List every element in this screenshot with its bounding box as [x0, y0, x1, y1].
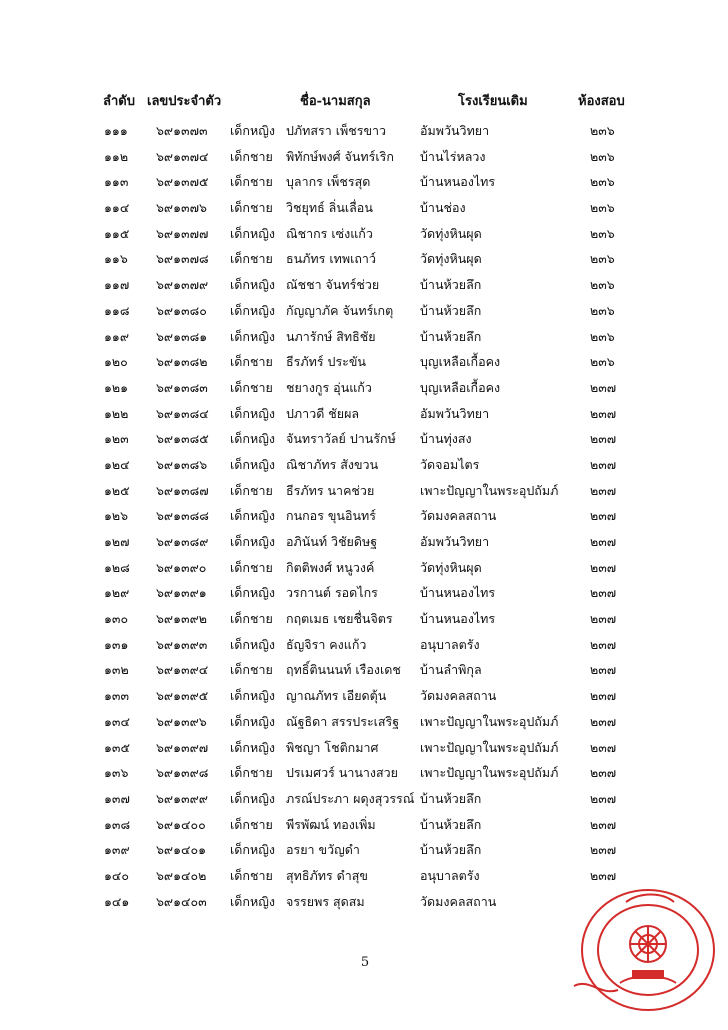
table-row [0, 194, 728, 220]
name-prefix: เด็กหญิง [230, 405, 275, 421]
previous-school: บ้านห้วยลึก [420, 302, 482, 318]
exam-room: ๒๓๗ [590, 508, 617, 524]
previous-school: วัดทุ่งหินผุด [420, 251, 482, 267]
previous-school: วัดมงคลสถาน [420, 508, 497, 524]
name-prefix: เด็กชาย [230, 816, 273, 832]
student-id: ๖๙๑๓๗๔ [156, 148, 209, 164]
student-name: จรรยพร สุดสม [286, 893, 365, 909]
table-row [0, 477, 728, 503]
student-name: กิตติพงศ์ หนูวงค์ [286, 559, 375, 575]
student-id: ๖๙๑๔๐๓ [156, 893, 207, 909]
row-number: ๑๒๔ [104, 456, 130, 472]
header-no: ลำดับ [103, 94, 135, 109]
table-row [0, 785, 728, 811]
name-prefix: เด็กหญิง [230, 534, 275, 549]
student-id: ๖๙๑๓๘๓ [156, 379, 208, 395]
student-id: ๖๙๑๔๐๐ [156, 816, 206, 832]
name-prefix: เด็กหญิง [230, 842, 275, 858]
name-prefix: เด็กชาย [230, 174, 273, 190]
student-name: ธีรภัทร นาคช่วย [286, 482, 375, 498]
table-row [0, 168, 728, 194]
student-id: ๖๙๑๓๘๒ [156, 354, 208, 370]
name-prefix: เด็กหญิง [230, 277, 275, 293]
previous-school: บ้านห้วยลึก [420, 842, 482, 858]
previous-school: วัดมงคลสถาน [420, 688, 497, 704]
table-row [0, 374, 728, 400]
student-id: ๖๙๑๓๗๓ [156, 123, 208, 138]
student-name: อภินันท์ วิชัยดิษฐ [286, 534, 378, 549]
row-number: ๑๓๖ [104, 765, 129, 781]
student-name: ปภัทสรา เพ็ชรขาว [286, 123, 387, 138]
table-row [0, 502, 728, 528]
exam-room: ๒๓๗ [590, 431, 617, 447]
row-number: ๑๒๖ [104, 508, 129, 524]
student-id: ๖๙๑๓๙๑ [156, 585, 207, 601]
student-id: ๖๙๑๓๙๕ [156, 688, 209, 704]
previous-school: อนุบาลตรัง [420, 867, 480, 883]
exam-room: ๒๓๖ [590, 123, 615, 138]
exam-room: ๒๓๖ [590, 174, 615, 190]
student-name: ณัฐธิดา สรรประเสริฐ [286, 713, 400, 729]
row-number: ๑๑๑ [104, 123, 128, 138]
previous-school: วัดทุ่งหินผุด [420, 559, 482, 575]
table-row [0, 323, 728, 349]
previous-school: อัมพวันวิทยา [420, 534, 490, 549]
name-prefix: เด็กหญิง [230, 688, 275, 704]
table-row [0, 348, 728, 374]
student-name: ธนภัทร เทพเถาว์ [286, 251, 376, 267]
previous-school: บุญเหลือเกื้อคง [420, 379, 501, 395]
student-id: ๖๙๑๓๙๔ [156, 662, 209, 678]
exam-room: ๒๓๗ [590, 765, 617, 781]
page-number: 5 [360, 955, 370, 970]
student-name: วิชยุทธ์ ลิ่นเลื่อน [286, 200, 373, 216]
name-prefix: เด็กหญิง [230, 893, 275, 909]
student-id: ๖๙๑๓๙๖ [156, 713, 207, 729]
name-prefix: เด็กชาย [230, 354, 273, 370]
exam-room: ๒๓๖ [590, 277, 615, 293]
student-name: ฤทธิ์ตินนนท์ เรืองเดช [286, 662, 401, 678]
previous-school: อัมพวันวิทยา [420, 123, 490, 138]
row-number: ๑๒๒ [104, 405, 129, 421]
name-prefix: เด็กหญิง [230, 225, 275, 241]
table-row [0, 682, 728, 708]
student-id: ๖๙๑๓๙๙ [156, 790, 208, 806]
exam-room: ๒๓๖ [590, 328, 615, 344]
name-prefix: เด็กหญิง [230, 790, 275, 806]
name-prefix: เด็กชาย [230, 148, 273, 164]
table-row [0, 245, 728, 271]
previous-school: วัดทุ่งหินผุด [420, 225, 482, 241]
name-prefix: เด็กชาย [230, 765, 273, 781]
exam-room: ๒๓๗ [590, 636, 617, 652]
exam-room: ๒๓๖ [590, 225, 615, 241]
student-name: กัญญาภัค จันทร์เกตุ [286, 302, 394, 318]
previous-school: เพาะปัญญาในพระอุปถัมภ์ [420, 739, 559, 755]
row-number: ๑๔๐ [104, 867, 130, 883]
previous-school: วัดมงคลสถาน [420, 893, 497, 909]
previous-school: อนุบาลตรัง [420, 636, 480, 652]
table-row [0, 734, 728, 760]
student-id: ๖๙๑๓๙๓ [156, 636, 208, 652]
student-name: กนกอร ขุนอินทร์ [286, 508, 376, 524]
exam-room: ๒๓๗ [590, 611, 617, 627]
student-id: ๖๙๑๓๗๘ [156, 251, 209, 267]
student-id: ๖๙๑๓๘๐ [156, 302, 207, 318]
table-row [0, 554, 728, 580]
table-row [0, 836, 728, 862]
row-number: ๑๓๗ [104, 790, 130, 806]
table-row [0, 220, 728, 246]
student-name: ญาณภัทร เอียดตุ้น [286, 688, 387, 704]
previous-school: เพาะปัญญาในพระอุปถัมภ์ [420, 713, 559, 729]
row-number: ๑๑๘ [104, 302, 130, 318]
student-table [0, 117, 728, 913]
exam-room: ๒๓๗ [590, 559, 617, 575]
row-number: ๑๓๐ [104, 611, 129, 627]
table-row [0, 708, 728, 734]
exam-room: ๒๓๖ [590, 200, 615, 216]
row-number: ๑๑๓ [104, 174, 129, 190]
previous-school: บ้านหนองไทร [420, 174, 496, 190]
table-row [0, 117, 728, 143]
exam-room: ๒๓๗ [590, 713, 617, 729]
student-name: พีรพัฒน์ ทองเพิ่ม [286, 816, 376, 832]
row-number: ๑๒๓ [104, 431, 129, 447]
previous-school: บ้านห้วยลึก [420, 328, 482, 344]
previous-school: บ้านห้วยลึก [420, 790, 482, 806]
name-prefix: เด็กชาย [230, 662, 273, 678]
name-prefix: เด็กหญิง [230, 123, 275, 138]
header-school: โรงเรียนเดิม [458, 94, 528, 109]
student-id: ๖๙๑๓๘๔ [156, 405, 209, 421]
previous-school: บ้านห้วยลึก [420, 277, 482, 293]
student-name: ชยางกูร อุ่นแก้ว [286, 379, 372, 395]
previous-school: เพาะปัญญาในพระอุปถัมภ์ [420, 482, 559, 498]
row-number: ๑๑๙ [104, 328, 130, 344]
student-id: ๖๙๑๓๘๙ [156, 534, 209, 549]
name-prefix: เด็กชาย [230, 867, 273, 883]
name-prefix: เด็กชาย [230, 559, 273, 575]
exam-room: ๒๓๗ [590, 867, 617, 883]
row-number: ๑๒๑ [104, 379, 129, 395]
exam-room: ๒๓๗ [590, 585, 617, 601]
table-row [0, 528, 728, 554]
table-row [0, 656, 728, 682]
row-number: ๑๒๘ [104, 559, 130, 575]
name-prefix: เด็กหญิง [230, 713, 275, 729]
name-prefix: เด็กหญิง [230, 636, 275, 652]
student-name: อรยา ขวัญดำ [286, 842, 360, 858]
exam-room: ๒๓๗ [590, 379, 617, 395]
table-row [0, 579, 728, 605]
student-name: ณัชชา จันทร์ช่วย [286, 277, 380, 293]
student-name: ภรณ์ประภา ผดุงสุวรรณ์ [286, 790, 415, 806]
exam-room: ๒๓๗ [590, 816, 617, 832]
row-number: ๑๓๕ [104, 739, 130, 755]
student-name: ปภาวดี ชัยผล [286, 405, 360, 421]
table-row [0, 143, 728, 169]
school-seal-stamp [570, 878, 720, 1018]
previous-school: บ้านหนองไทร [420, 611, 496, 627]
student-id: ๖๙๑๓๗๖ [156, 200, 207, 216]
student-id: ๖๙๑๔๐๒ [156, 867, 207, 883]
name-prefix: เด็กหญิง [230, 739, 275, 755]
student-name: ธีรภัทร์ ประขัน [286, 354, 366, 370]
row-number: ๑๓๓ [104, 688, 130, 704]
row-number: ๑๒๕ [104, 482, 130, 498]
table-row [0, 271, 728, 297]
exam-room: ๒๓๖ [590, 302, 615, 318]
exam-room: ๒๓๖ [590, 354, 615, 370]
name-prefix: เด็กหญิง [230, 431, 275, 447]
student-name: วรกานต์ รอดไกร [286, 585, 378, 601]
name-prefix: เด็กหญิง [230, 328, 275, 344]
previous-school: เพาะปัญญาในพระอุปถัมภ์ [420, 765, 559, 781]
table-row [0, 811, 728, 837]
previous-school: บ้านช่อง [420, 200, 466, 216]
student-id: ๖๙๑๔๐๑ [156, 842, 207, 858]
student-name: พิทักษ์พงศ์ จันทร์เริก [286, 148, 394, 164]
student-id: ๖๙๑๓๙๒ [156, 611, 207, 627]
name-prefix: เด็กชาย [230, 251, 273, 267]
row-number: ๑๑๔ [104, 200, 130, 216]
name-prefix: เด็กชาย [230, 482, 273, 498]
header-name: ชื่อ-นามสกุล [300, 94, 371, 109]
student-id: ๖๙๑๓๘๕ [156, 431, 209, 447]
student-id: ๖๙๑๓๙๗ [156, 739, 209, 755]
student-id: ๖๙๑๓๙๐ [156, 559, 207, 575]
table-row [0, 451, 728, 477]
exam-room: ๒๓๖ [590, 148, 615, 164]
name-prefix: เด็กชาย [230, 200, 273, 216]
exam-room: ๒๓๗ [590, 534, 617, 549]
student-id: ๖๙๑๓๘๑ [156, 328, 208, 344]
student-id: ๖๙๑๓๗๗ [156, 225, 209, 241]
student-name: นภารักษ์ สิทธิชัย [286, 328, 376, 344]
exam-room: ๒๓๗ [590, 842, 617, 858]
table-row [0, 400, 728, 426]
exam-room: ๒๓๗ [590, 456, 617, 472]
exam-room: ๒๓๗ [590, 739, 617, 755]
student-name: สุทธิภัทร ดำสุข [286, 867, 368, 883]
exam-room: ๒๓๗ [590, 688, 617, 704]
row-number: ๑๓๘ [104, 816, 131, 832]
row-number: ๑๒๙ [104, 585, 130, 601]
row-number: ๑๓๑ [104, 636, 129, 652]
table-row [0, 425, 728, 451]
student-name: ณิชาภัทร สังขวน [286, 456, 379, 472]
name-prefix: เด็กหญิง [230, 456, 275, 472]
row-number: ๑๑๖ [104, 251, 128, 267]
row-number: ๑๔๑ [104, 893, 130, 909]
table-row [0, 297, 728, 323]
exam-room: ๒๓๖ [590, 251, 615, 267]
student-id: ๖๙๑๓๗๙ [156, 277, 209, 293]
previous-school: บ้านห้วยลึก [420, 816, 482, 832]
previous-school: บ้านไร่หลวง [420, 148, 486, 164]
row-number: ๑๓๙ [104, 842, 130, 858]
row-number: ๑๒๐ [104, 354, 128, 370]
exam-room: ๒๓๗ [590, 482, 617, 498]
name-prefix: เด็กหญิง [230, 302, 275, 318]
table-header [0, 90, 728, 112]
name-prefix: เด็กชาย [230, 379, 273, 395]
name-prefix: เด็กหญิง [230, 585, 275, 601]
exam-room: ๒๓๗ [590, 662, 617, 678]
student-name: ธัญจิรา คงแก้ว [286, 636, 367, 652]
previous-school: อัมพวันวิทยา [420, 405, 490, 421]
previous-school: บ้านหนองไทร [420, 585, 496, 601]
row-number: ๑๓๒ [104, 662, 129, 678]
table-row [0, 631, 728, 657]
row-number: ๑๑๒ [104, 148, 129, 164]
row-number: ๑๑๗ [104, 277, 130, 293]
previous-school: บ้านลำพิกุล [420, 662, 482, 678]
student-name: พิชญา โชติกมาศ [286, 739, 379, 755]
row-number: ๑๑๕ [104, 225, 130, 241]
student-id: ๖๙๑๓๙๘ [156, 765, 209, 781]
student-name: กฤตเมธ เชยชื่นจิตร [286, 611, 393, 627]
row-number: ๑๒๗ [104, 534, 130, 549]
table-row [0, 605, 728, 631]
previous-school: บ้านทุ่งสง [420, 431, 472, 447]
student-id: ๖๙๑๓๘๘ [156, 508, 209, 524]
student-name: บุลากร เพ็ชรสุด [286, 174, 371, 190]
exam-room: ๒๓๗ [590, 405, 617, 421]
name-prefix: เด็กชาย [230, 611, 273, 627]
name-prefix: เด็กหญิง [230, 508, 275, 524]
student-id: ๖๙๑๓๘๗ [156, 482, 209, 498]
student-name: ปรเมศวร์ นานางสวย [286, 765, 399, 781]
previous-school: วัดจอมไตร [420, 456, 480, 472]
student-name: ณิชากร เซ่งแก้ว [286, 225, 373, 241]
previous-school: บุญเหลือเกื้อคง [420, 354, 501, 370]
student-name: จันทราวัลย์ ปานรักษ์ [286, 431, 396, 447]
student-id: ๖๙๑๓๗๕ [156, 174, 209, 190]
student-id: ๖๙๑๓๘๖ [156, 456, 208, 472]
header-id: เลขประจำตัว [147, 94, 222, 109]
table-row [0, 759, 728, 785]
header-room: ห้องสอบ [578, 94, 625, 109]
row-number: ๑๓๔ [104, 713, 130, 729]
exam-room: ๒๓๗ [590, 790, 617, 806]
